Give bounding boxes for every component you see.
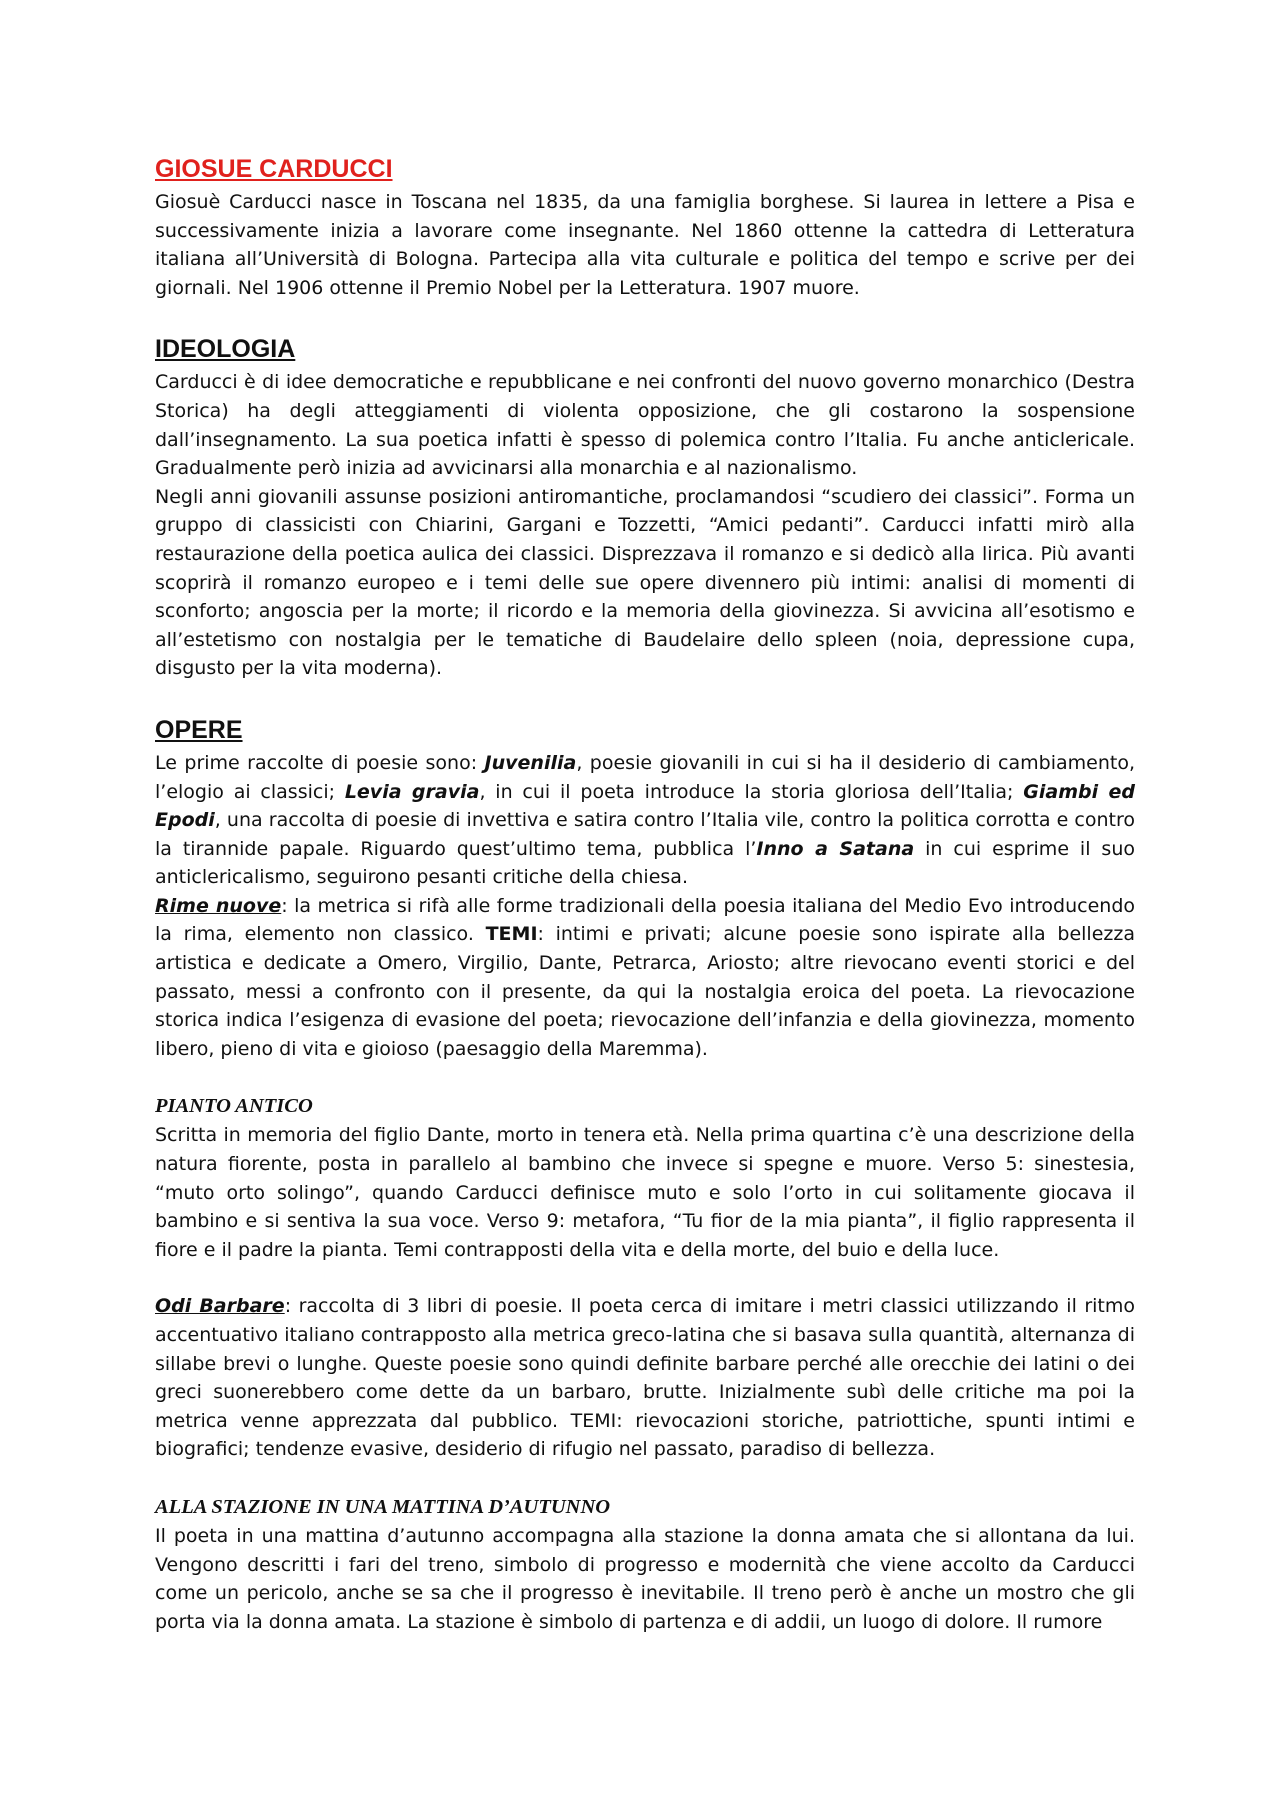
ideologia-heading: IDEOLOGIA — [155, 335, 296, 364]
pianto-antico-paragraph: Scritta in memoria del figlio Dante, morto in tenera età. Nella prima quartina c’è una descrizione della natura fiorente, posta in parallelo al bambino che invece si spegne e muore. Verso 5: sinestesia, “muto orto solingo”, quando Carducci definisce muto e solo l’orto in cui solitamente giocava il bambino e si sentiva la sua voce. Verso 9: metafora, “Tu fior de la mia pianta”, il figlio rappresenta il fiore e il padre la pianta. Temi contrapposti della vita e della morte, del buio e della luce. — [155, 1124, 1135, 1261]
ideologia-paragraph-2: Negli anni giovanili assunse posizioni antiromantiche, proclamandosi “scudiero dei classici”. Forma un gruppo di classicisti con Chiarini, Gargani e Tozzetti, “Amici pedanti”. Carducci infatti mirò alla restaurazione della poetica aulica dei classici. Disprezzava il romanzo e si dedicò alla lirica. Più avanti scoprirà il romanzo europeo e i temi delle sue opere divennero più intimi: analisi di momenti di sconforto; angoscia per la morte; il ricordo e la memoria della giovinezza. Si avvicina all’esotismo e all’estetismo con nostalgia per le tematiche di Baudelaire dello spleen (noia, depressione cupa, disgusto per la vita moderna). — [155, 485, 1135, 680]
work-giambi-ed-epodi: Giambi ed Epodi — [155, 780, 1135, 832]
odi-barbare-paragraph — [155, 1292, 1135, 1464]
opere-text-5: in cui esprime il suo anticlericalismo, seguirono pesanti critiche della chiesa. — [155, 837, 1135, 889]
opere-text-2: , poesie giovanili in cui si ha il desiderio di cambiamento, l’elogio ai classici; — [155, 751, 1135, 803]
opere-text-3: , in cui il poeta introduce la storia gloriosa dell’Italia; — [479, 780, 1024, 803]
work-odi-barbare: Odi Barbare — [155, 1295, 285, 1318]
work-inno-a-satana: Inno a Satana — [756, 837, 915, 860]
alla-stazione-paragraph: Il poeta in una mattina d’autunno accompagna alla stazione la donna amata che si allontana da lui. Vengono descritti i fari del treno, simbolo di progresso e modernità che viene accolto da Carducci come un pericolo, anche se sa che il progresso è inevitabile. Il treno però è anche un mostro che gli porta via la donna amata. La stazione è simbolo di partenza e di addii, un luogo di dolore. Il rumore — [155, 1524, 1135, 1633]
odi-text: : raccolta di 3 libri di poesie. Il poeta cerca di imitare i metri classici utilizzando il ritmo accentuativo italiano contrapposto alla metrica greco-latina che si basava sulla quantità, alternanza di sillabe brevi o lunghe. Queste poesie sono quindi definite barbare perché alle orecchie dei latini o dei greci suonerebbero come dette da un barbaro, brutte. Inizialmente subì delle critiche ma poi la metrica venne apprezzata dal pubblico. TEMI: rievocazioni storiche, patriottiche, spunti intimi e biografici; tendenze evasive, desiderio di rifugio nel passato, paradiso di bellezza. — [155, 1295, 1135, 1461]
opere-text-1: Le prime raccolte di poesie sono: — [155, 751, 485, 774]
rime-temi-label: TEMI — [485, 923, 538, 946]
opere-heading: OPERE — [155, 715, 243, 744]
work-juvenilia: Juvenilia — [484, 751, 577, 774]
page-title: GIOSUE CARDUCCI — [155, 155, 393, 183]
rime-nuove-paragraph — [155, 892, 1135, 1064]
ideologia-paragraph-1: Carducci è di idee democratiche e repubblicane e nei confronti del nuovo governo monarchico (Destra Storica) ha degli atteggiamenti di violenta opposizione, che gli costarono la sospensione dall’insegnamento. La sua poetica infatti è spesso di polemica contro l’Italia. Fu anche anticlericale. Gradualmente però inizia ad avvicinarsi alla monarchia e al nazionalismo. — [155, 371, 1135, 480]
opere-text-4: , una raccolta di poesie di invettiva e satira contro l’Italia vile, contro la politica corrotta e contro la tirannide papale. Riguardo quest’ultimo tema, pubblica l’ — [155, 809, 1135, 860]
opere-paragraph-1 — [155, 749, 1135, 892]
bio-paragraph: Giosuè Carducci nasce in Toscana nel 1835, da una famiglia borghese. Si laurea in lettere a Pisa e successivamente inizia a lavorare come insegnante. Nel 1860 ottenne la cattedra di Letteratura italiana all’Università di Bologna. Partecipa alla vita culturale e politica del tempo e scrive per dei giornali. Nel 1906 ottenne il Premio Nobel per la Letteratura. 1907 muore. — [155, 191, 1135, 299]
rime-text-1: : la metrica si rifà alle forme tradizionali della poesia italiana del Medio Evo introducendo la rima, elemento non classico. — [155, 894, 1135, 946]
pianto-antico-heading: PIANTO ANTICO — [155, 1095, 313, 1118]
work-levia-gravia: Levia gravia — [344, 780, 480, 803]
rime-text-2: : intimi e privati; alcune poesie sono ispirate alla bellezza artistica e dedicate a Omero, Virgilio, Dante, Petrarca, Ariosto; altre rievocano eventi storici e del passato, messi a confronto con il presente, da qui la nostalgia eroica del poeta. La rievocazione storica indica l’esigenza di evasione del poeta; rievocazione dell’infanzia e della giovinezza, momento libero, pieno di vita e gioioso (paesaggio della Maremma). — [155, 923, 1135, 1060]
document-page — [155, 150, 1135, 1636]
work-rime-nuove: Rime nuove — [155, 894, 282, 917]
alla-stazione-heading: ALLA STAZIONE IN UNA MATTINA D’AUTUNNO — [155, 1495, 611, 1518]
